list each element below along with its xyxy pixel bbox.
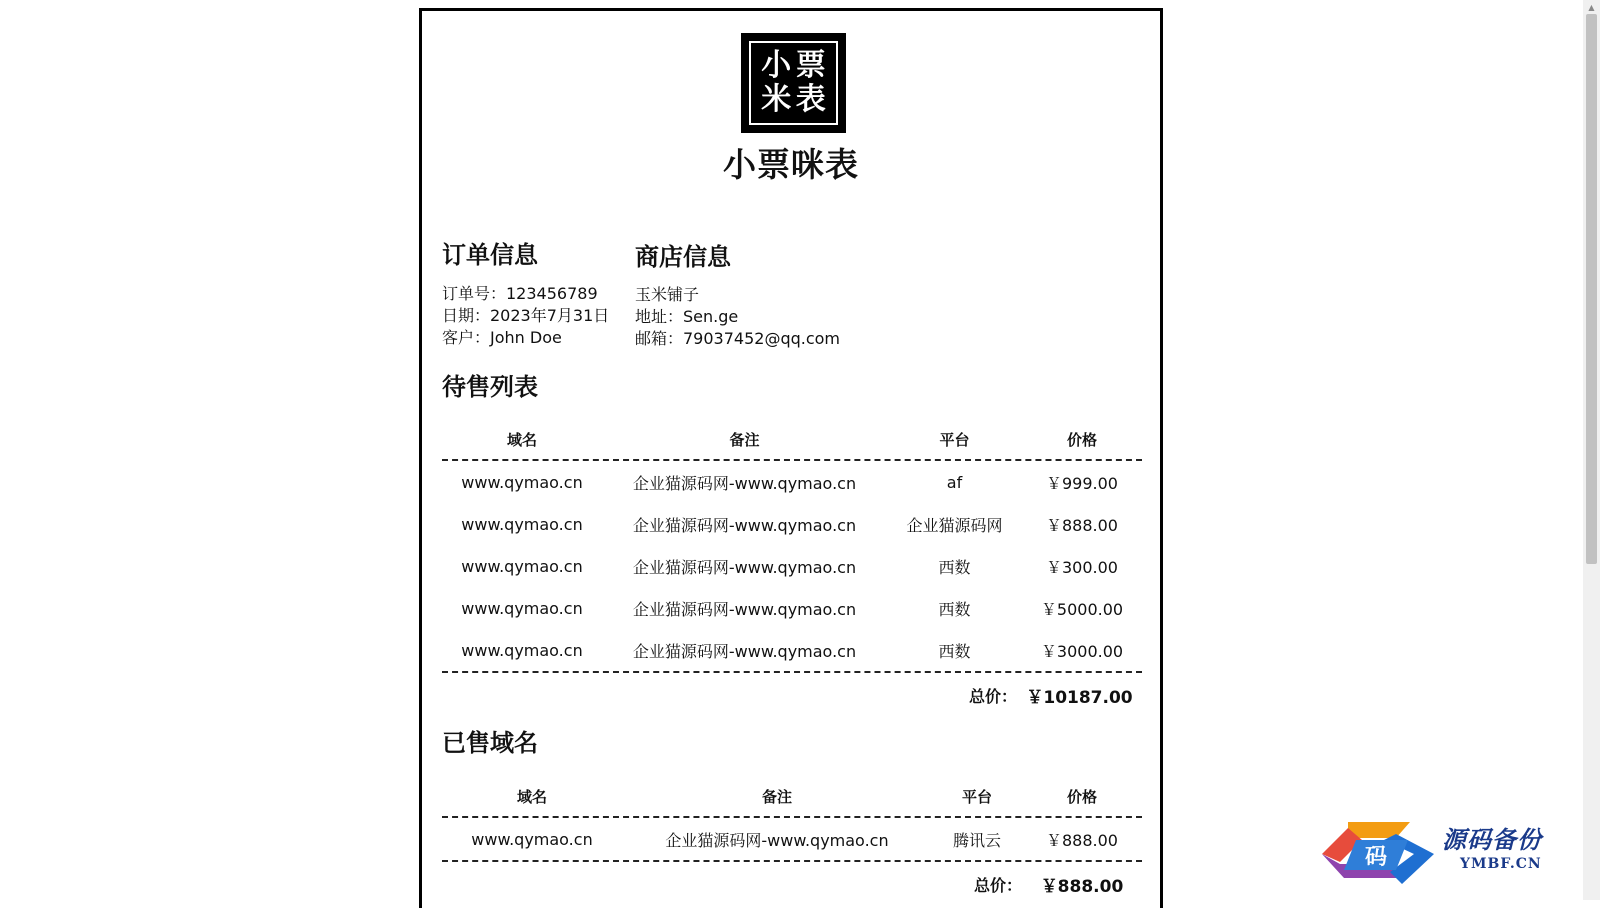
- cell-price: ￥3000.00: [1040, 641, 1124, 661]
- logo-char: 票: [795, 48, 826, 83]
- cell-price: ￥300.00: [1046, 557, 1118, 577]
- col-domain: 域名: [506, 430, 537, 449]
- cell-platform: af: [946, 472, 963, 492]
- cell-note: 企业猫源码网-www.qymao.cn: [632, 641, 857, 661]
- scroll-up-arrow-icon[interactable]: ▲: [1588, 2, 1595, 12]
- cell-price: ￥999.00: [1046, 473, 1118, 493]
- table-row: [442, 587, 1142, 629]
- cell-domain: www.qymao.cn: [461, 556, 583, 576]
- vertical-scrollbar[interactable]: [1583, 0, 1600, 900]
- watermark-text: 源码备份: [1442, 825, 1542, 854]
- sold-table: [442, 776, 1142, 906]
- store-title: 小票咪表: [723, 145, 859, 184]
- logo-char: 米: [761, 82, 792, 117]
- watermark-emblem-icon: [1318, 818, 1442, 888]
- logo-char: 小: [761, 48, 792, 83]
- table-row: [442, 629, 1142, 671]
- cell-price: ￥888.00: [1046, 515, 1118, 535]
- cell-domain: www.qymao.cn: [461, 598, 583, 618]
- store-logo: [741, 33, 846, 133]
- table-header: [442, 776, 1142, 816]
- cell-platform: 腾讯云: [952, 830, 1001, 850]
- col-domain: 域名: [516, 787, 547, 806]
- order-customer: 客户：John Doe: [442, 328, 562, 347]
- order-number: 订单号：123456789: [442, 284, 598, 303]
- shop-email: 邮箱：79037452@qq.com: [635, 329, 841, 348]
- cell-platform: 西数: [938, 641, 971, 661]
- for-sale-total: [442, 673, 1142, 717]
- cell-domain: www.qymao.cn: [471, 829, 593, 849]
- for-sale-title: 待售列表: [442, 373, 538, 401]
- watermark-subtext: YMBF.CN: [1460, 856, 1542, 872]
- table-row: [442, 545, 1142, 587]
- shop-name: 玉米铺子: [635, 285, 700, 304]
- cell-platform: 企业猫源码网: [906, 515, 1003, 535]
- cell-note: 企业猫源码网-www.qymao.cn: [632, 473, 857, 493]
- total-label: 总价：: [968, 686, 1017, 706]
- table-row: [442, 461, 1142, 503]
- logo-char: 表: [795, 82, 826, 117]
- total-value: ￥888.00: [1040, 876, 1124, 897]
- receipt-page: [419, 8, 1163, 908]
- sold-title: 已售域名: [442, 729, 538, 757]
- cell-platform: 西数: [938, 599, 971, 619]
- cell-domain: www.qymao.cn: [461, 472, 583, 492]
- cell-price: ￥5000.00: [1040, 599, 1124, 619]
- watermark-logo: [1318, 818, 1588, 894]
- cell-note: 企业猫源码网-www.qymao.cn: [665, 830, 889, 850]
- total-label: 总价：: [973, 875, 1022, 895]
- cell-platform: 西数: [938, 557, 971, 577]
- watermark-glyph: 码: [1364, 844, 1388, 870]
- col-note: 备注: [761, 787, 792, 806]
- sold-total: [442, 862, 1142, 906]
- col-price: 价格: [1066, 787, 1097, 806]
- shop-address: 地址：Sen.ge: [635, 307, 739, 326]
- shop-info-lines: [635, 284, 840, 350]
- col-note: 备注: [729, 430, 760, 449]
- order-info-lines: [442, 283, 609, 349]
- table-row: [442, 503, 1142, 545]
- table-row: [442, 818, 1142, 860]
- col-price: 价格: [1066, 430, 1097, 449]
- cell-price: ￥888.00: [1046, 830, 1118, 850]
- cell-domain: www.qymao.cn: [461, 514, 583, 534]
- order-info-title: 订单信息: [442, 241, 538, 269]
- cell-note: 企业猫源码网-www.qymao.cn: [632, 557, 857, 577]
- cell-note: 企业猫源码网-www.qymao.cn: [632, 599, 857, 619]
- order-date: 日期：2023年7月31日: [442, 306, 610, 325]
- table-header: [442, 419, 1142, 459]
- cell-domain: www.qymao.cn: [461, 640, 583, 660]
- col-platform: 平台: [961, 787, 992, 806]
- for-sale-table: [442, 419, 1142, 717]
- col-platform: 平台: [939, 430, 970, 449]
- total-value: ￥10187.00: [1026, 687, 1133, 708]
- shop-info-title: 商店信息: [635, 243, 731, 271]
- scrollbar-thumb[interactable]: [1586, 14, 1597, 564]
- cell-note: 企业猫源码网-www.qymao.cn: [632, 515, 857, 535]
